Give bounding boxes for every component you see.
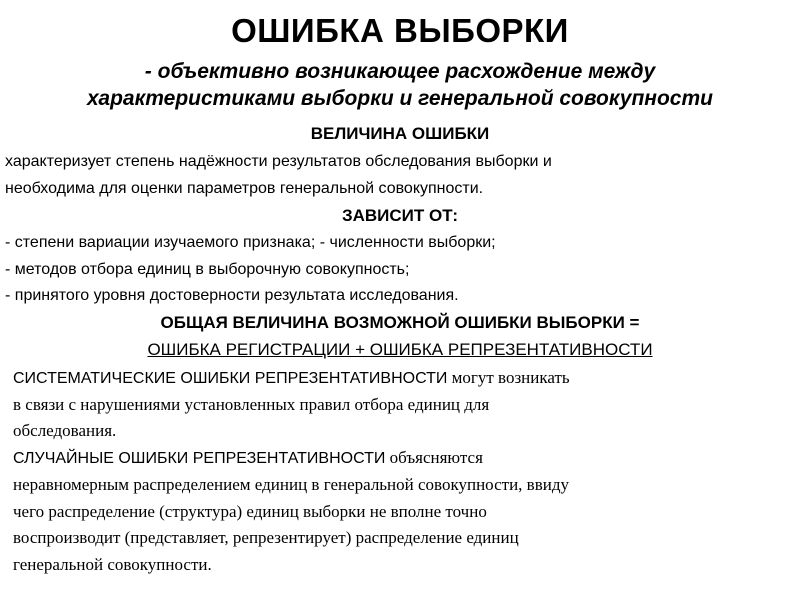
systematic-errors-line-2: в связи с нарушениями установленных правил отбора единиц для [13, 395, 490, 414]
depends-on-item-1: - степени вариации изучаемого признака; - численности выборки; [5, 234, 496, 251]
total-error-formula-line-2: ОШИБКА РЕГИСТРАЦИИ + ОШИБКА РЕПРЕЗЕНТАТИВНОСТИ [147, 340, 653, 359]
random-errors-line-3: чего распределение (структура) единиц выборки не вполне точно [13, 502, 487, 521]
systematic-errors-term: СИСТЕМАТИЧЕСКИЕ ОШИБКИ РЕПРЕЗЕНТАТИВНОСТИ [13, 370, 448, 387]
random-errors-line-5: генеральной совокупности. [13, 555, 212, 574]
systematic-errors-rest: могут возникать [447, 368, 570, 387]
systematic-errors-line-1 [13, 369, 570, 387]
subtitle-line-2: характеристиками выборки и генеральной совокупности [87, 87, 713, 110]
random-errors-line-1 [13, 449, 483, 467]
random-errors-line-4: воспроизводит (представляет, репрезентирует) распределение единиц [13, 528, 519, 547]
subtitle-line-1: - объективно возникающее расхождение между [144, 60, 656, 83]
depends-on-item-3: - принятого уровня достоверности результата исследования. [5, 287, 459, 304]
random-errors-rest: объясняются [385, 448, 483, 467]
depends-on-heading: ЗАВИСИТ ОТ: [341, 206, 459, 225]
error-magnitude-text-line-1: характеризует степень надёжности результатов обследования выборки и [5, 153, 552, 170]
random-errors-term: СЛУЧАЙНЫЕ ОШИБКИ РЕПРЕЗЕНТАТИВНОСТИ [13, 450, 386, 467]
slide-title: ОШИБКА ВЫБОРКИ [231, 12, 569, 49]
random-errors-line-2: неравномерным распределением единиц в генеральной совокупности, ввиду [13, 475, 569, 494]
systematic-errors-line-3: обследования. [13, 421, 117, 440]
error-magnitude-heading: ВЕЛИЧИНА ОШИБКИ [310, 124, 490, 143]
total-error-formula-line-1: ОБЩАЯ ВЕЛИЧИНА ВОЗМОЖНОЙ ОШИБКИ ВЫБОРКИ = [160, 313, 640, 332]
depends-on-item-2: - методов отбора единиц в выборочную совокупность; [5, 261, 410, 278]
error-magnitude-text-line-2: необходима для оценки параметров генеральной совокупности. [5, 180, 484, 197]
